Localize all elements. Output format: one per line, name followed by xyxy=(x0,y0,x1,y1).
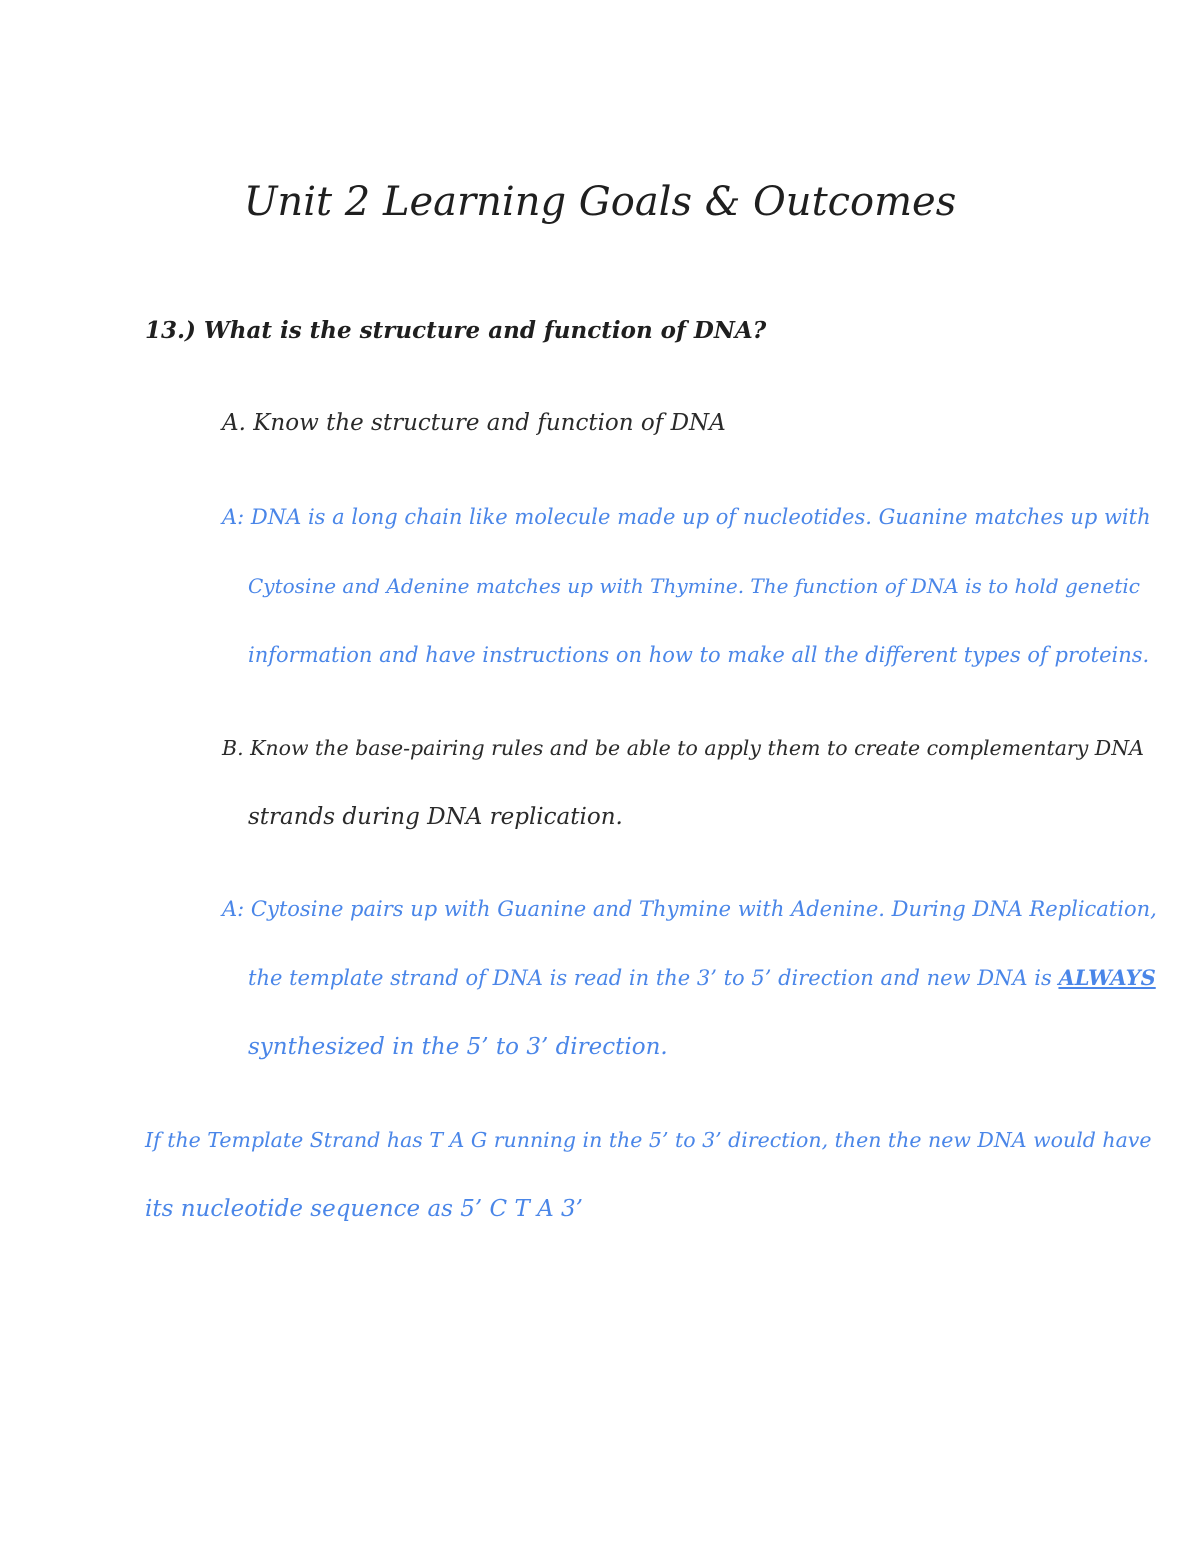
example-line-1: If the Template Strand has T A G running in the 5’ to 3’ direction, then the new DNA would have xyxy=(145,1128,1152,1152)
item-b-answer-line-2-text: the template strand of DNA is read in the 3’ to 5’ direction and new DNA is xyxy=(248,966,1052,990)
item-b-answer-line-3: synthesized in the 5’ to 3’ direction. xyxy=(248,1034,668,1060)
item-a-prompt: A. Know the structure and function of DNA xyxy=(222,410,726,436)
item-a-answer-line-1: A: DNA is a long chain like molecule made up of nucleotides. Guanine matches up with xyxy=(222,505,1151,529)
item-b-answer-line-1: A: Cytosine pairs up with Guanine and Thymine with Adenine. During DNA Replication, xyxy=(222,897,1157,921)
always-emphasis: ALWAYS xyxy=(1058,965,1156,990)
page-title: Unit 2 Learning Goals & Outcomes xyxy=(243,179,957,225)
question-heading: 13.) What is the structure and function of DNA? xyxy=(145,317,767,344)
item-b-answer-line-2 xyxy=(248,963,1156,993)
item-a-answer-line-2: Cytosine and Adenine matches up with Thymine. The function of DNA is to hold genetic xyxy=(248,574,1140,598)
example-line-2: its nucleotide sequence as 5’ C T A 3’ xyxy=(145,1196,583,1222)
item-b-prompt-line-1: B. Know the base-pairing rules and be able to apply them to create complementary DNA xyxy=(222,736,1144,760)
item-a-answer-line-3: information and have instructions on how to make all the different types of proteins. xyxy=(248,643,1150,667)
item-b-prompt-line-2: strands during DNA replication. xyxy=(248,804,623,830)
